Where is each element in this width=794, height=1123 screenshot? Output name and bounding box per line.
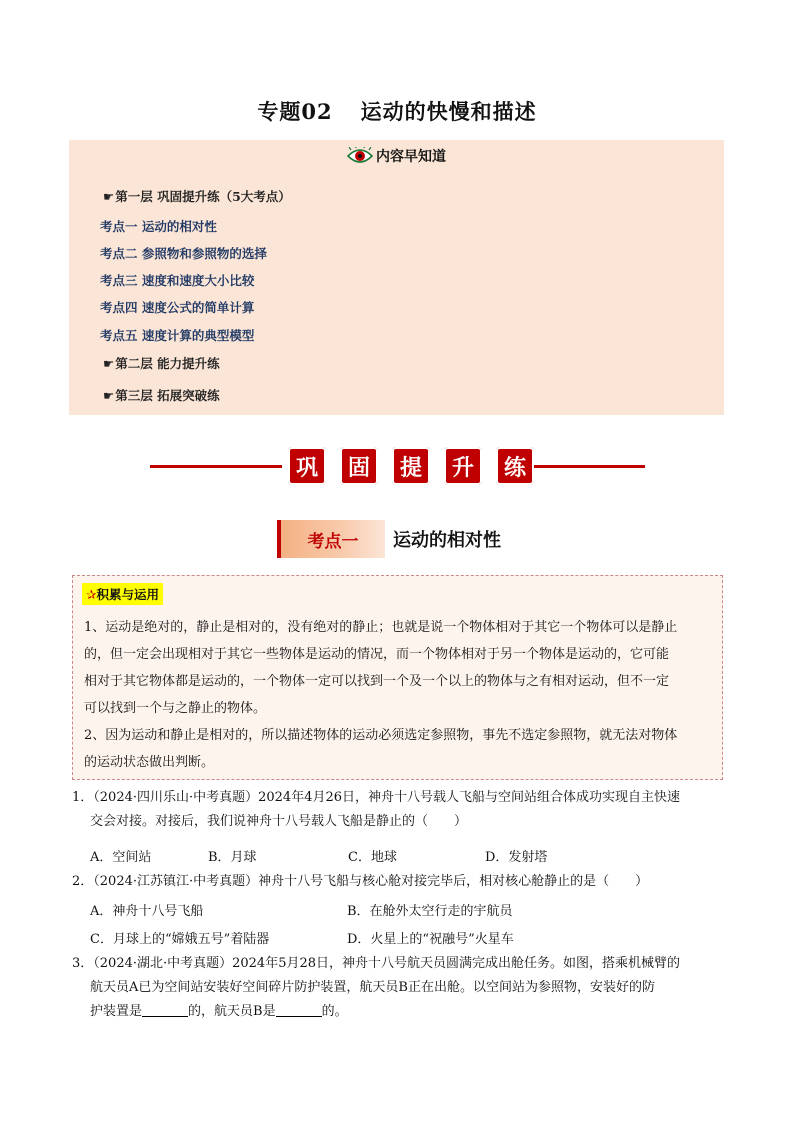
question-2-options-row1 bbox=[90, 900, 730, 918]
question-3-line3: 护装置是 的，航天员B是 的。 bbox=[90, 1004, 348, 1019]
knowledge-box bbox=[72, 575, 723, 780]
banner-char: 巩 bbox=[288, 447, 326, 485]
banner-chars bbox=[288, 447, 534, 485]
page-title bbox=[0, 96, 794, 126]
toc-point-2[interactable]: 考点二 参照物和参照物的选择 bbox=[100, 246, 267, 261]
answer-blank-2[interactable] bbox=[276, 1003, 322, 1017]
option-d[interactable]: D．火星上的“祝融号”火星车 bbox=[347, 932, 514, 947]
toc-layer1[interactable]: ☛第一层 巩固提升练（5大考点） bbox=[103, 189, 291, 204]
toc-layer2[interactable]: ☛第二层 能力提升练 bbox=[103, 356, 220, 371]
option-a[interactable]: A．神舟十八号飞船 bbox=[90, 904, 204, 919]
knowledge-paragraph-1: 1、运动是绝对的，静止是相对的，没有绝对的静止；也就是说一个物体相对于其它一个物体可以是静止 的，但一定会出现相对于其它一些物体是运动的情况，而一个物体相对于另一个物体是运动的，它可能 相对于其它物体都是运动的，一个物体一定可以找到一个及一个以上的物体与之有相对运动，但不一定 可以找到一个与之静止的物体。 bbox=[84, 620, 678, 716]
question-1-line1: 1．（2024·四川乐山·中考真题）2024年4月26日，神舟十八号载人飞船与空间站组合体成功实现自主快速 bbox=[72, 790, 681, 805]
banner-char: 升 bbox=[444, 447, 482, 485]
toc-point-1[interactable]: 考点一 运动的相对性 bbox=[100, 219, 217, 234]
hand-pointing-icon: ☛ bbox=[103, 189, 115, 204]
toc-point-3[interactable]: 考点三 速度和速度大小比较 bbox=[100, 273, 255, 288]
option-c[interactable]: C．地球 bbox=[348, 850, 397, 865]
option-d[interactable]: D．发射塔 bbox=[485, 850, 548, 865]
option-b[interactable]: B．月球 bbox=[208, 850, 257, 865]
option-b[interactable]: B．在舱外太空行走的宇航员 bbox=[347, 904, 513, 919]
banner-char: 提 bbox=[392, 447, 430, 485]
banner-char: 固 bbox=[340, 447, 378, 485]
section-banner bbox=[150, 447, 645, 487]
kaodian-tag: 考点一 bbox=[277, 520, 385, 558]
star-icon: ✰ bbox=[86, 587, 97, 602]
hand-pointing-icon: ☛ bbox=[103, 356, 115, 371]
knowledge-paragraph-2: 2、因为运动和静止是相对的，所以描述物体的运动必须选定参照物，事先不选定参照物，就无法对物体 的运动状态做出判断。 bbox=[84, 728, 678, 770]
kaodian-heading bbox=[277, 520, 501, 558]
question-3-line2: 航天员A已为空间站安装好空间碎片防护装置，航天员B正在出舱。以空间站为参照物，安装好的防 bbox=[90, 980, 655, 995]
question-2-line1: 2．（2024·江苏镇江·中考真题）神舟十八号飞船与核心舱对接完毕后，相对核心舱静止的是（ ） bbox=[72, 874, 649, 889]
option-c[interactable]: C．月球上的“嫦娥五号”着陆器 bbox=[90, 932, 270, 947]
kaodian-name: 运动的相对性 bbox=[393, 530, 501, 551]
toc-header bbox=[69, 146, 724, 169]
answer-blank-1[interactable] bbox=[142, 1003, 188, 1017]
toc-point-4[interactable]: 考点四 速度公式的简单计算 bbox=[100, 300, 255, 315]
toc-point-5[interactable]: 考点五 速度计算的典型模型 bbox=[100, 328, 255, 343]
question-3 bbox=[72, 952, 732, 1024]
banner-line-left bbox=[150, 465, 282, 468]
toc-panel bbox=[69, 140, 724, 415]
banner-char: 练 bbox=[496, 447, 534, 485]
title-text: 运动的快慢和描述 bbox=[360, 99, 537, 124]
option-a[interactable]: A．空间站 bbox=[90, 850, 152, 865]
question-1-options bbox=[90, 846, 730, 864]
eye-icon bbox=[347, 147, 373, 169]
question-1 bbox=[72, 786, 732, 834]
knowledge-label: ✰积累与运用 bbox=[82, 583, 163, 605]
hand-pointing-icon: ☛ bbox=[103, 388, 115, 403]
question-1-line2: 交会对接。对接后，我们说神舟十八号载人飞船是静止的（ ） bbox=[90, 814, 468, 829]
question-2-options-row2 bbox=[90, 928, 730, 946]
question-3-line1: 3．（2024·湖北·中考真题）2024年5月28日，神舟十八号航天员圆满完成出舱任务。如图，搭乘机械臂的 bbox=[72, 956, 681, 971]
toc-layer3[interactable]: ☛第三层 拓展突破练 bbox=[103, 388, 220, 403]
title-number: 专题02 bbox=[257, 99, 333, 124]
question-2 bbox=[72, 870, 732, 894]
toc-header-text: 内容早知道 bbox=[376, 149, 446, 165]
